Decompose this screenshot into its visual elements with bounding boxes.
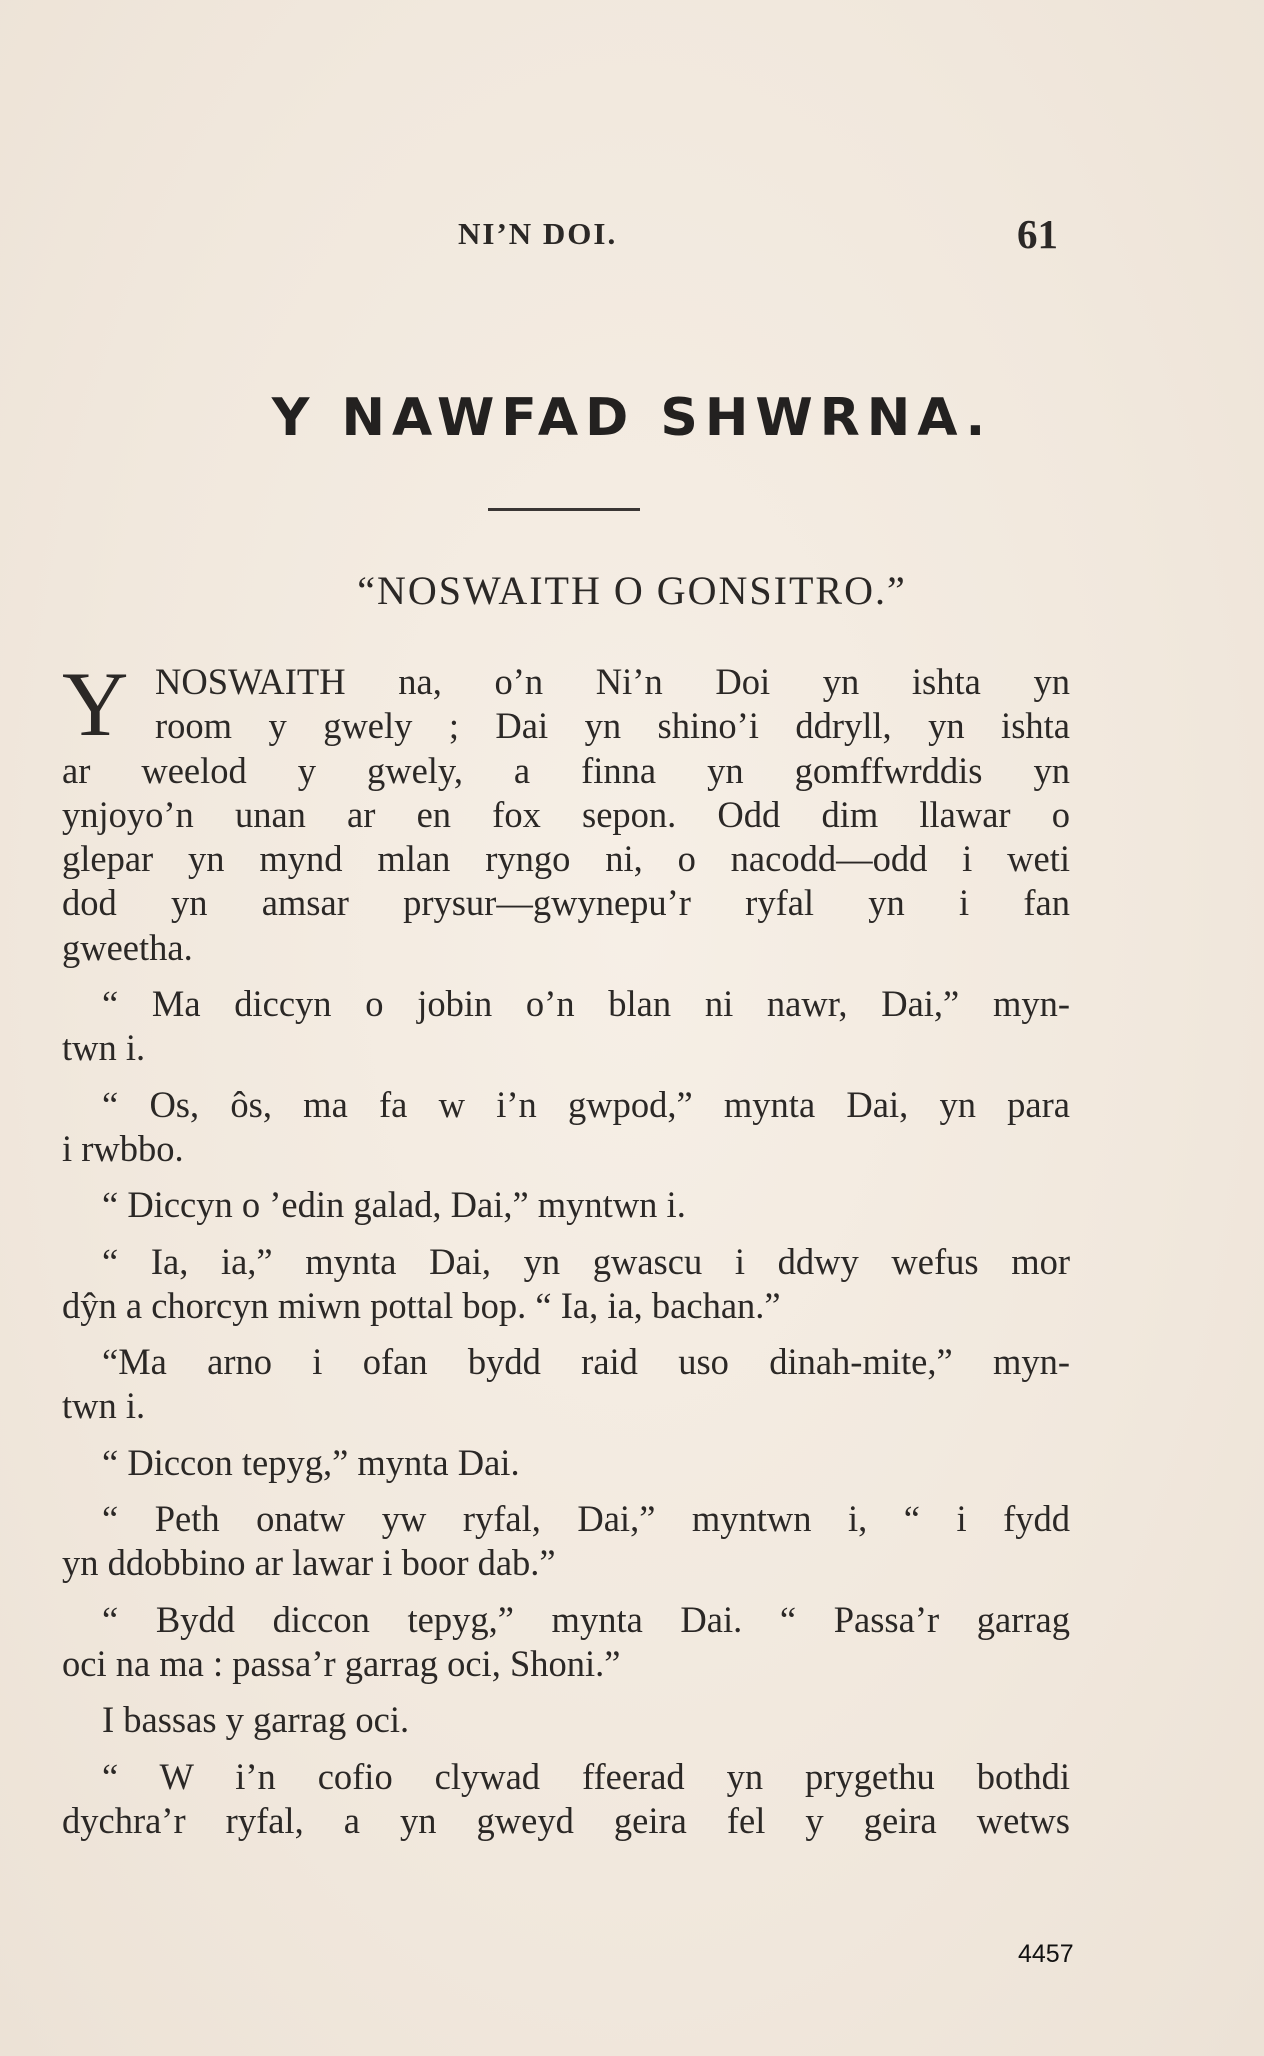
title-rule <box>488 508 640 511</box>
text-line: yn ddobbino ar lawar i boor dab.” <box>62 1542 556 1584</box>
text-line: “ Peth onatw yw ryfal, Dai,” myntwn i, “ i fydd <box>102 1498 1070 1540</box>
text-line: ynjoyo’n unan ar en fox sepon. Odd dim llawar o <box>62 793 1070 835</box>
text-line: glepar yn mynd mlan ryngo ni, o nacodd—odd i weti <box>62 838 1070 880</box>
text-line: “ Bydd diccon tepyg,” mynta Dai. “ Passa’r garrag <box>102 1598 1070 1640</box>
text-line: “ Os, ôs, ma fa w i’n gwpod,” mynta Dai, yn para <box>102 1083 1070 1125</box>
page-number: 61 <box>1017 211 1058 257</box>
text-line: dychra’r ryfal, a yn gweyd geira fel y geira wetws <box>62 1799 1070 1841</box>
text-line: room y gwely ; Dai yn shino’i ddryll, yn ishta <box>155 705 1070 747</box>
drop-cap: Y <box>62 653 129 755</box>
text-line: twn i. <box>62 1385 146 1427</box>
text-line: dŷn a chorcyn miwn pottal bop. “ Ia, ia, bachan.” <box>62 1284 781 1326</box>
text-line: “ Ia, ia,” mynta Dai, yn gwascu i ddwy wefus mor <box>102 1240 1070 1282</box>
running-title: NI’N DOI. <box>458 216 618 251</box>
text-line: “ Ma diccyn o jobin o’n blan ni nawr, Dai,” myn- <box>102 983 1070 1025</box>
text-line: i rwbbo. <box>62 1127 184 1169</box>
catalog-number: 4457 <box>1018 1940 1074 1968</box>
body-text <box>62 653 1070 1843</box>
text-line: oci na ma : passa’r garrag oci, Shoni.” <box>62 1642 621 1684</box>
text-line: I bassas y garrag oci. <box>102 1699 410 1741</box>
text-line: gweetha. <box>62 926 193 968</box>
running-head <box>0 210 1264 260</box>
text-line: “ Diccyn o ’edin galad, Dai,” myntwn i. <box>102 1184 686 1226</box>
text-line: “ Diccon tepyg,” mynta Dai. <box>102 1441 520 1483</box>
chapter-subtitle: “NOSWAITH O GONSITRO.” <box>357 568 907 613</box>
text-line-content: NOSWAITH na, o’n Ni’n Doi yn ishta yn <box>155 661 1070 702</box>
chapter-title: Y NAWFAD SHWRNA. <box>271 388 993 448</box>
text-line: “Ma arno i ofan bydd raid uso dinah-mite,” myn- <box>102 1341 1070 1383</box>
text-line: ar weelod y gwely, a finna yn gomffwrddis yn <box>62 749 1070 791</box>
text-line: dod yn amsar prysur—gwynepu’r ryfal yn i fan <box>62 882 1070 924</box>
text-line: “ W i’n cofio clywad ffeerad yn prygethu bothdi <box>102 1755 1070 1797</box>
text-line: twn i. <box>62 1027 146 1069</box>
